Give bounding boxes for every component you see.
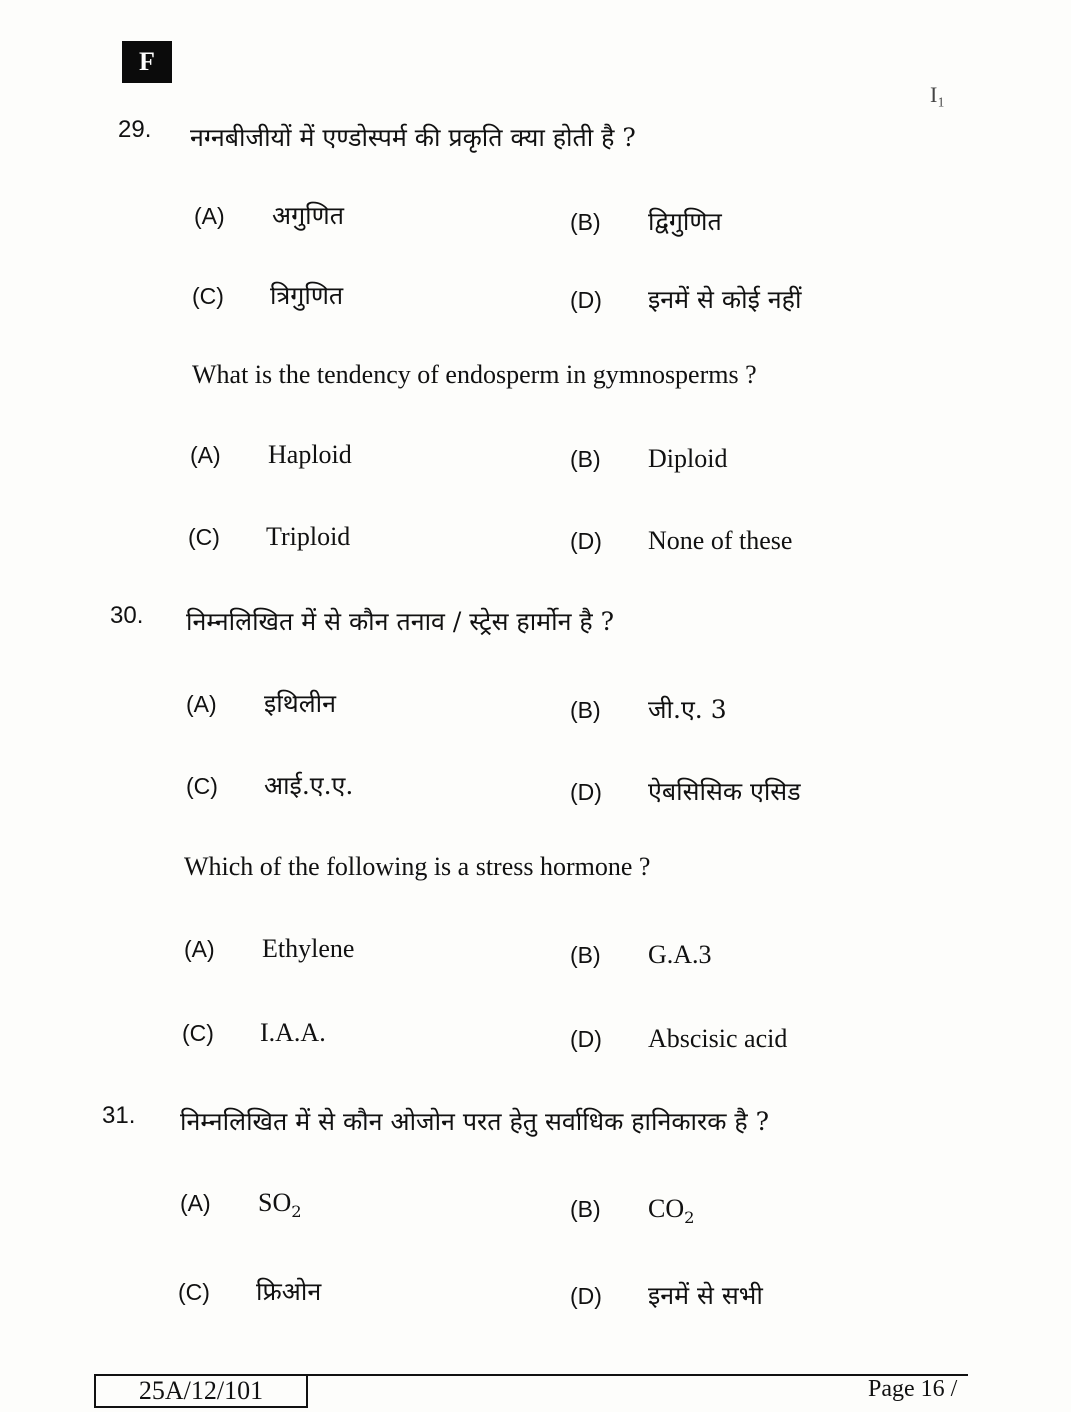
option-label: (A) [180,1190,211,1216]
question-number: 31. [102,1102,136,1129]
option-b [570,204,722,238]
option-label: (A) [190,442,221,468]
option-a [186,686,336,720]
option-label: (A) [194,203,225,229]
option-text: आई.ए.ए. [264,771,354,800]
option-label: (C) [186,773,218,799]
option-text: None of these [648,526,793,555]
option-c [192,278,343,312]
option-text: इनमें से सभी [648,1281,763,1310]
option-label: (D) [570,1283,602,1309]
option-label: (D) [570,528,602,554]
paper-code-box: 25A/12/101 [94,1374,308,1408]
option-text: त्रिगुणित [270,281,344,310]
option-d [570,526,792,556]
option-text: जी.ए. 3 [648,695,727,724]
option-text: Haploid [268,440,352,469]
question-number: 29. [118,116,152,143]
option-text: Diploid [648,444,728,473]
option-subscript: 2 [684,1208,695,1227]
option-d [570,282,801,316]
option-c [186,768,353,802]
question-text-english: What is the tendency of endosperm in gymnosperms ? [192,360,757,389]
option-label: (C) [178,1279,210,1305]
option-d [570,1024,787,1054]
option-label: (B) [570,697,601,723]
option-text: Ethylene [262,934,355,963]
option-label: (B) [570,1196,601,1222]
option-d [570,774,801,808]
option-label: (D) [570,779,602,805]
option-label: (B) [570,209,601,235]
option-text: फ्रिओन [256,1277,322,1306]
option-text: CO [648,1194,685,1223]
question-text-english: Which of the following is a stress hormone ? [184,852,651,881]
option-c [182,1018,326,1048]
option-text: I.A.A. [260,1018,326,1047]
option-label: (C) [192,283,224,309]
option-label: (B) [570,446,601,472]
corner-mark: I₁ [930,82,945,107]
question-text-hindi: नग्नबीजीयों में एण्डोस्पर्म की प्रकृति क्या होती है ? [190,123,636,152]
option-label: (D) [570,287,602,313]
option-a [180,1188,302,1221]
option-text: इथिलीन [264,689,337,718]
option-a [190,440,352,470]
option-label: (A) [184,936,215,962]
option-b [570,1194,694,1227]
option-label: (B) [570,942,601,968]
option-b [570,692,727,726]
option-text: इनमें से कोई नहीं [648,285,802,314]
option-text: Abscisic acid [648,1024,788,1053]
set-code-badge: F [122,41,172,83]
option-label: (A) [186,691,217,717]
option-b [570,940,712,970]
option-text: SO [258,1188,292,1217]
question-text-hindi: निम्नलिखित में से कौन तनाव / स्ट्रेस हार्मोन है ? [186,607,615,636]
option-label: (C) [182,1020,214,1046]
option-b [570,444,727,474]
question-number: 30. [110,602,144,629]
option-text: Triploid [266,522,351,551]
option-text: द्विगुणित [648,207,722,236]
option-c [178,1274,321,1308]
option-d [570,1278,763,1312]
option-a [184,934,354,964]
question-text-hindi: निम्नलिखित में से कौन ओजोन परत हेतु सर्वाधिक हानिकारक है ? [180,1107,769,1136]
option-text: ऐबसिसिक एसिड [648,777,801,806]
option-label: (D) [570,1026,602,1052]
option-subscript: 2 [291,1202,302,1221]
option-text: अगुणित [272,201,344,230]
option-a [194,198,344,232]
page-number: Page 16 / [868,1376,958,1402]
option-c [188,522,350,552]
option-text: G.A.3 [648,940,712,969]
option-label: (C) [188,524,220,550]
